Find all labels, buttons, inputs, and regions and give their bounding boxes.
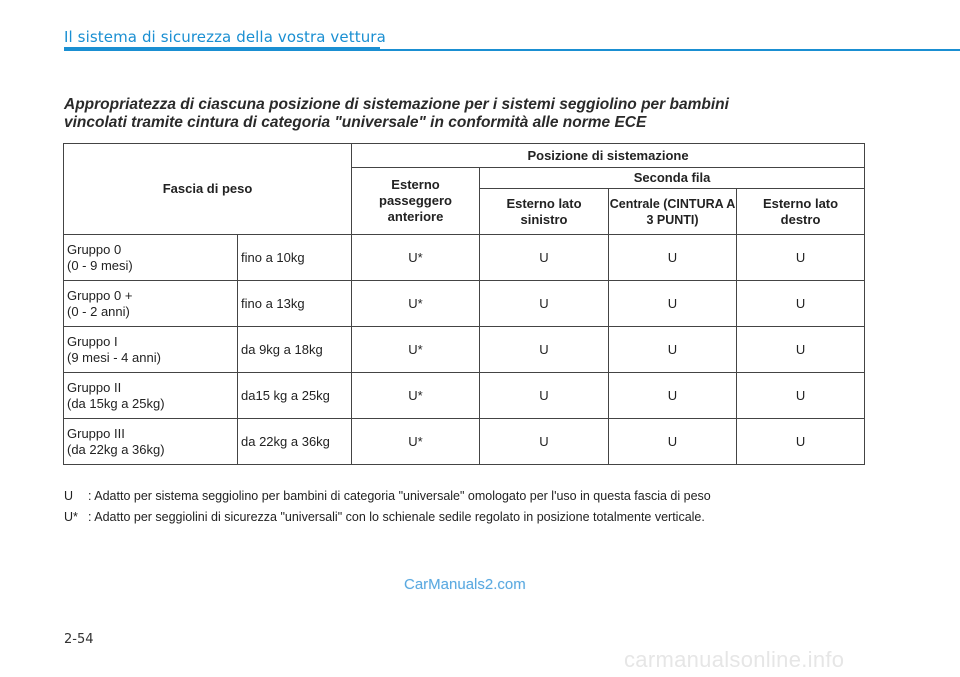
legend-note: [64, 486, 924, 507]
left-value: U: [480, 327, 609, 373]
group-name: Gruppo I: [67, 333, 118, 349]
group-age: (9 mesi - 4 anni): [67, 349, 161, 365]
section-heading: [64, 96, 864, 132]
weight-cell: da 22kg a 36kg: [238, 419, 352, 465]
header-rule-thick: [64, 47, 380, 51]
left-value: U: [480, 235, 609, 281]
front-value: U*: [352, 419, 480, 465]
right-value: U: [737, 327, 865, 373]
header-front-passenger: Esterno passeggero anteriore: [352, 168, 480, 235]
legend-note: [64, 507, 924, 528]
header-rule-thin: [380, 49, 960, 51]
header-second-row: Seconda fila: [480, 168, 865, 189]
group-cell: [64, 419, 238, 465]
weight-cell: da 9kg a 18kg: [238, 327, 352, 373]
front-value: U*: [352, 235, 480, 281]
header-left-outboard: Esterno lato sinistro: [480, 189, 609, 235]
right-value: U: [737, 373, 865, 419]
legend-key: U*: [64, 510, 78, 524]
weight-cell: fino a 10kg: [238, 235, 352, 281]
compatibility-table: [63, 143, 865, 465]
header-title: Il sistema di sicurezza della vostra vettura: [64, 28, 386, 46]
group-cell: [64, 235, 238, 281]
group-name: Gruppo II: [67, 379, 122, 395]
header-weight-class: Fascia di peso: [64, 144, 352, 235]
group-age: (da 22kg a 36kg): [67, 441, 165, 457]
table-row: [64, 235, 865, 281]
section-heading-line-2: vincolati tramite cintura di categoria "universale" in conformità alle norme ECE: [64, 114, 647, 131]
section-heading-line-1: Appropriatezza di ciascuna posizione di sistemazione per i sistemi seggiolino per bambini: [64, 96, 729, 113]
legend-key: U: [64, 489, 74, 503]
table-row: [64, 373, 865, 419]
group-name: Gruppo 0 +: [67, 287, 133, 303]
right-value: U: [737, 281, 865, 327]
front-value: U*: [352, 327, 480, 373]
watermark-link[interactable]: CarManuals2.com: [404, 576, 526, 593]
center-value: U: [609, 235, 737, 281]
weight-cell: fino a 13kg: [238, 281, 352, 327]
group-age: (da 15kg a 25kg): [67, 395, 165, 411]
center-value: U: [609, 419, 737, 465]
center-value: U: [609, 281, 737, 327]
legend-notes: [64, 486, 924, 528]
group-name: Gruppo III: [67, 425, 125, 441]
center-value: U: [609, 373, 737, 419]
table-row: [64, 281, 865, 327]
header-position: Posizione di sistemazione: [352, 144, 865, 168]
group-cell: [64, 327, 238, 373]
weight-cell: da15 kg a 25kg: [238, 373, 352, 419]
right-value: U: [737, 235, 865, 281]
group-name: Gruppo 0: [67, 241, 122, 257]
bottom-watermark: carmanualsonline.info: [624, 647, 845, 672]
table-row: [64, 327, 865, 373]
left-value: U: [480, 281, 609, 327]
page-number: 2-54: [64, 632, 94, 647]
front-value: U*: [352, 373, 480, 419]
center-value: U: [609, 327, 737, 373]
front-value: U*: [352, 281, 480, 327]
legend-text: : Adatto per sistema seggiolino per bambini di categoria "universale" omologato per l'uso in questa fascia di peso: [88, 489, 711, 503]
group-age: (0 - 2 anni): [67, 303, 130, 319]
right-value: U: [737, 419, 865, 465]
legend-text: : Adatto per seggiolini di sicurezza "universali" con lo schienale sedile regolato in posizione totalmente verticale.: [88, 510, 705, 524]
left-value: U: [480, 419, 609, 465]
group-cell: [64, 373, 238, 419]
header-right-outboard: Esterno lato destro: [737, 189, 865, 235]
table-row: [64, 419, 865, 465]
left-value: U: [480, 373, 609, 419]
header-center: Centrale (CINTURA A 3 PUNTI): [609, 189, 737, 235]
group-age: (0 - 9 mesi): [67, 257, 133, 273]
group-cell: [64, 281, 238, 327]
